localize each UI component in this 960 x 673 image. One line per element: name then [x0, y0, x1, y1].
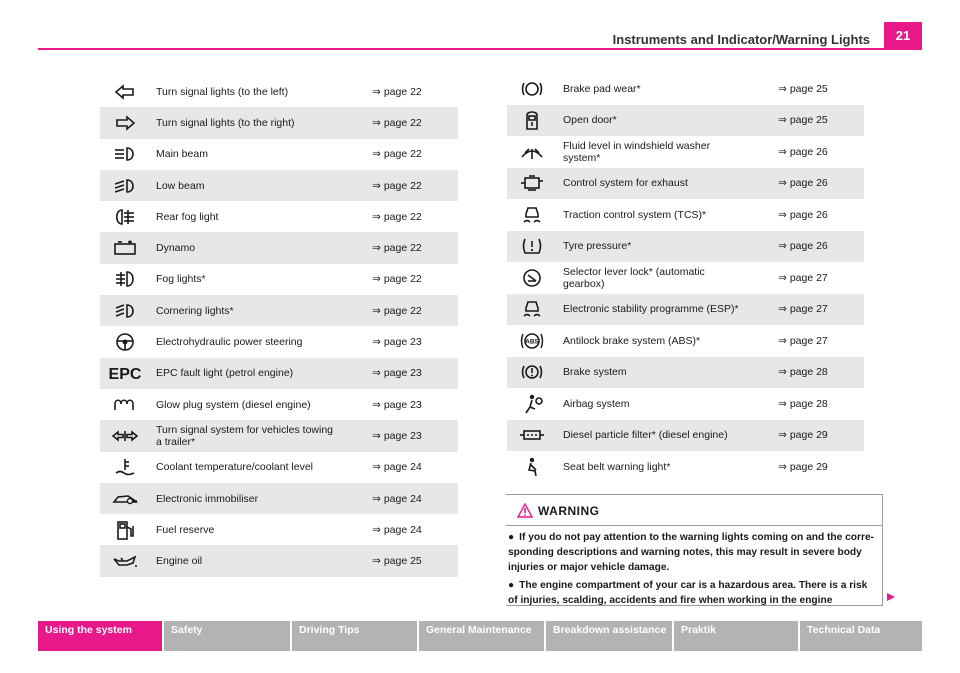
row-icon-cell: [507, 168, 557, 200]
row-icon-cell: [507, 136, 557, 168]
page-reference-text: page 22: [383, 273, 422, 286]
page-reference-text: page 22: [383, 179, 422, 192]
warning-light-row: [100, 232, 458, 263]
page-reference-link[interactable]: [346, 483, 458, 514]
warning-light-row: [100, 326, 458, 357]
page-reference-text: page 25: [789, 82, 828, 95]
warning-light-row: [507, 199, 864, 231]
warning-light-label: Coolant temperature/coolant level: [156, 461, 314, 474]
warning-box: [506, 494, 883, 606]
page-reference-link[interactable]: [752, 199, 864, 231]
row-icon-cell: [507, 325, 557, 357]
continue-arrow-icon[interactable]: [886, 592, 896, 602]
reference-arrow-icon: ⇒: [372, 85, 381, 98]
warning-light-label: Diesel particle filter* (diesel engine): [557, 420, 752, 452]
fog-lights-icon: [113, 270, 137, 288]
reference-arrow-icon: ⇒: [372, 242, 381, 255]
page-reference-text: page 22: [383, 304, 422, 317]
warning-light-label: Fluid level in windshield washer system*: [563, 139, 711, 164]
nav-tab-breakdown-assistance[interactable]: Breakdown assistance: [546, 621, 672, 651]
row-icon-cell: [100, 483, 150, 514]
warning-light-row: [100, 545, 458, 576]
warning-light-row: [100, 264, 458, 295]
page-reference-link[interactable]: [346, 139, 458, 170]
page-reference-text: page 26: [789, 208, 828, 221]
warning-bullet: ● The engine compartment of your car is a hazardous area. There is a risk of injuries, scalding, accidents and fire when working in the engine: [508, 580, 868, 606]
bullet-icon: ●: [508, 580, 515, 591]
warning-light-row: [507, 73, 864, 105]
page-reference-text: page 24: [383, 461, 422, 474]
warning-light-label: Glow plug system (diesel engine): [156, 398, 311, 411]
reference-arrow-icon: ⇒: [778, 82, 787, 95]
warning-light-row: [507, 262, 864, 294]
epc-icon: [109, 363, 141, 383]
footer-nav: [38, 621, 922, 651]
warning-light-row: [100, 295, 458, 326]
page-reference-link[interactable]: [346, 389, 458, 420]
warning-light-label: Rear fog light: [156, 210, 219, 223]
row-icon-cell: [507, 357, 557, 389]
traction-control-icon: [520, 204, 544, 226]
warning-light-label: Fuel reserve: [156, 523, 215, 536]
warning-light-label: Turn signal system for vehicles towing a trailer*: [150, 420, 346, 451]
page-reference-text: page 23: [383, 429, 422, 442]
row-icon-cell: [507, 231, 557, 263]
page-reference-text: page 26: [789, 177, 828, 190]
brake-pad-icon: [520, 79, 544, 99]
warning-light-label: Dynamo: [150, 232, 346, 263]
row-icon-cell: [507, 199, 557, 231]
warning-light-label: Fog lights*: [156, 273, 206, 286]
exhaust-control-icon: [519, 174, 545, 192]
trailer-turn-signal-icon: [111, 429, 139, 443]
page-reference-link[interactable]: [752, 168, 864, 200]
warning-light-label: Control system for exhaust: [557, 168, 752, 200]
reference-arrow-icon: ⇒: [778, 240, 787, 253]
warning-light-row: [100, 107, 458, 138]
page-reference-link[interactable]: [346, 514, 458, 545]
page-reference-link[interactable]: [346, 545, 458, 576]
row-icon-cell: [507, 73, 557, 105]
reference-arrow-icon: ⇒: [372, 273, 381, 286]
oil-can-icon: [111, 553, 139, 569]
reference-arrow-icon: ⇒: [778, 429, 787, 442]
reference-arrow-icon: ⇒: [372, 398, 381, 411]
page-reference-link[interactable]: [752, 73, 864, 105]
warning-title: WARNING: [538, 504, 600, 518]
warning-light-label: Tyre pressure*: [557, 231, 752, 263]
turn-signal-left-icon: [114, 84, 136, 100]
page-reference-link[interactable]: [752, 262, 864, 294]
page-reference-text: page 26: [789, 240, 828, 253]
rear-fog-light-icon: [113, 208, 137, 226]
warning-light-row: [507, 231, 864, 263]
reference-arrow-icon: ⇒: [372, 429, 381, 442]
page-header: [38, 22, 922, 50]
warning-light-label: Traction control system (TCS)*: [563, 208, 707, 221]
warning-light-label: Selector lever lock* (automatic gearbox): [563, 265, 705, 290]
page-number: 21: [884, 22, 922, 48]
reference-arrow-icon: ⇒: [778, 208, 787, 221]
page-reference-text: page 28: [789, 397, 828, 410]
page-reference-link[interactable]: [346, 201, 458, 232]
page-reference-link[interactable]: [346, 264, 458, 295]
row-icon-cell: [100, 170, 150, 201]
row-icon-cell: [507, 262, 557, 294]
warning-light-label: Engine oil: [150, 545, 346, 576]
warning-light-label: Main beam: [156, 148, 208, 161]
row-icon-cell: [100, 514, 150, 545]
page-reference-text: page 24: [383, 523, 422, 536]
warning-light-row: [100, 483, 458, 514]
page-reference-text: page 23: [383, 398, 422, 411]
page-reference-text: page 25: [383, 555, 422, 568]
warning-light-row: [100, 420, 458, 451]
warning-light-row: [100, 514, 458, 545]
warning-bullet: ● If you do not pay attention to the warning lights coming on and the corre-sponding descriptions and warning notes, this may result in severe body injuries or major vehicle damage.: [508, 532, 875, 573]
open-door-icon: [522, 109, 542, 131]
warning-light-label: Brake system: [557, 357, 752, 389]
page-reference-link[interactable]: [346, 295, 458, 326]
page-reference-text: page 22: [383, 85, 422, 98]
warning-light-label: Electronic immobiliser: [150, 483, 346, 514]
reference-arrow-icon: ⇒: [372, 304, 381, 317]
page-reference-text: page 24: [383, 492, 422, 505]
row-icon-cell: [100, 452, 150, 483]
power-steering-icon: [114, 332, 136, 352]
airbag-icon: [520, 393, 544, 415]
row-icon-cell: [100, 545, 150, 576]
warning-light-label: Electronic stability programme (ESP)*: [557, 294, 752, 326]
cornering-lights-icon: [113, 303, 137, 319]
warning-light-row: [100, 452, 458, 483]
selector-lever-lock-icon: [521, 268, 543, 288]
page-reference-text: page 29: [789, 429, 828, 442]
warning-light-row: [507, 388, 864, 420]
page-title: Instruments and Indicator/Warning Lights: [612, 32, 870, 47]
page-reference-link[interactable]: [346, 358, 458, 389]
page-reference-link[interactable]: [346, 170, 458, 201]
warning-triangle-icon: [517, 503, 533, 518]
page-reference-text: page 22: [383, 210, 422, 223]
nav-tab-driving-tips[interactable]: Driving Tips: [292, 621, 417, 651]
row-icon-cell: [100, 107, 150, 138]
nav-tab-general-maintenance[interactable]: General Maintenance: [419, 621, 544, 651]
washer-fluid-icon: [519, 143, 545, 161]
right-warning-lights-table: [507, 73, 864, 483]
esp-icon: [520, 298, 544, 320]
row-icon-cell: [507, 294, 557, 326]
row-icon-cell: [507, 105, 557, 137]
page-reference-link[interactable]: [752, 105, 864, 137]
warning-light-label: Electrohydraulic power steering: [156, 336, 303, 349]
reference-arrow-icon: ⇒: [372, 461, 381, 474]
row-icon-cell: [100, 201, 150, 232]
row-icon-cell: [100, 358, 150, 389]
warning-light-label: Open door*: [557, 105, 752, 137]
warning-header: [506, 495, 882, 526]
page-reference-link[interactable]: [752, 231, 864, 263]
reference-arrow-icon: ⇒: [372, 367, 381, 380]
warning-light-label: Seat belt warning light*: [563, 460, 671, 473]
page-reference-text: page 28: [789, 366, 828, 379]
page-reference-text: page 22: [383, 148, 422, 161]
nav-tab-praktik[interactable]: Praktik: [674, 621, 798, 651]
row-icon-cell: [100, 76, 150, 107]
page-reference-link[interactable]: [752, 420, 864, 452]
nav-tab-safety[interactable]: Safety: [164, 621, 290, 651]
warning-light-label: Brake pad wear*: [563, 82, 641, 95]
page-reference-link[interactable]: [752, 388, 864, 420]
reference-arrow-icon: ⇒: [372, 116, 381, 129]
warning-light-label: EPC fault light (petrol engine): [150, 358, 346, 389]
nav-tab-using-the-system[interactable]: Using the system: [38, 621, 162, 651]
tyre-pressure-icon: [520, 236, 544, 256]
row-icon-cell: [507, 420, 557, 452]
page-reference-text: page 23: [383, 367, 422, 380]
main-beam-icon: [113, 146, 137, 162]
reference-arrow-icon: ⇒: [778, 366, 787, 379]
page-reference-link[interactable]: [346, 232, 458, 263]
reference-arrow-icon: ⇒: [778, 334, 787, 347]
brake-system-icon: [520, 362, 544, 382]
abs-icon: [519, 330, 545, 352]
reference-arrow-icon: ⇒: [372, 336, 381, 349]
reference-arrow-icon: ⇒: [778, 303, 787, 316]
page-reference-text: page 23: [383, 336, 422, 349]
epc-icon-text: EPC: [109, 366, 141, 384]
reference-arrow-icon: ⇒: [778, 145, 787, 158]
page-reference-link[interactable]: [346, 76, 458, 107]
warning-light-label: Turn signal lights (to the right): [150, 107, 346, 138]
warning-light-row: [507, 105, 864, 137]
row-icon-cell: [100, 389, 150, 420]
warning-light-row: [507, 168, 864, 200]
page-reference-link[interactable]: [346, 452, 458, 483]
page-reference-link[interactable]: [346, 326, 458, 357]
bullet-icon: ●: [508, 532, 515, 543]
warning-light-row: [507, 136, 864, 168]
page-reference-link[interactable]: [346, 107, 458, 138]
reference-arrow-icon: ⇒: [372, 210, 381, 223]
reference-arrow-icon: ⇒: [372, 555, 381, 568]
warning-light-row: [100, 389, 458, 420]
row-icon-cell: [100, 139, 150, 170]
warning-light-row: [507, 357, 864, 389]
page-reference-link[interactable]: [752, 357, 864, 389]
page-reference-link[interactable]: [346, 420, 458, 451]
warning-light-row: [507, 451, 864, 483]
reference-arrow-icon: ⇒: [372, 148, 381, 161]
seat-belt-icon: [521, 456, 543, 478]
glow-plug-icon: [112, 398, 138, 412]
page-reference-text: page 22: [383, 242, 422, 255]
row-icon-cell: [507, 451, 557, 483]
page-reference-link[interactable]: [752, 325, 864, 357]
warning-light-label: Low beam: [150, 170, 346, 201]
page-reference-text: page 25: [789, 114, 828, 127]
warning-light-label: Antilock brake system (ABS)*: [563, 334, 701, 347]
warning-light-label: Airbag system: [563, 397, 630, 410]
page-reference-link[interactable]: [752, 451, 864, 483]
row-icon-cell: [100, 232, 150, 263]
warning-light-row: [100, 139, 458, 170]
nav-tab-technical-data[interactable]: Technical Data: [800, 621, 922, 651]
page-reference-link[interactable]: [752, 294, 864, 326]
reference-arrow-icon: ⇒: [778, 271, 787, 284]
immobiliser-icon: [112, 492, 138, 506]
row-icon-cell: [100, 420, 150, 451]
reference-arrow-icon: ⇒: [778, 460, 787, 473]
reference-arrow-icon: ⇒: [372, 492, 381, 505]
page-reference-text: page 26: [789, 145, 828, 158]
page-reference-text: page 29: [789, 460, 828, 473]
warning-light-row: [507, 420, 864, 452]
row-icon-cell: [100, 295, 150, 326]
reference-arrow-icon: ⇒: [372, 523, 381, 536]
warning-light-row: [100, 76, 458, 107]
reference-arrow-icon: ⇒: [778, 177, 787, 190]
warning-light-row: [507, 294, 864, 326]
warning-light-label: Turn signal lights (to the left): [156, 85, 289, 98]
left-warning-lights-table: [100, 76, 458, 577]
page-reference-text: page 22: [383, 116, 422, 129]
fuel-pump-icon: [114, 519, 136, 541]
coolant-temperature-icon: [114, 457, 136, 477]
warning-light-label: Cornering lights*: [150, 295, 346, 326]
page-reference-text: page 27: [789, 334, 828, 347]
row-icon-cell: [100, 264, 150, 295]
page-reference-text: page 27: [789, 303, 828, 316]
page-reference-link[interactable]: [752, 136, 864, 168]
particle-filter-icon: [519, 428, 545, 442]
page-reference-text: page 27: [789, 271, 828, 284]
reference-arrow-icon: ⇒: [372, 179, 381, 192]
reference-arrow-icon: ⇒: [778, 397, 787, 410]
low-beam-icon: [113, 178, 137, 194]
turn-signal-right-icon: [114, 115, 136, 131]
dynamo-battery-icon: [113, 240, 137, 256]
warning-light-row: [100, 358, 458, 389]
row-icon-cell: [507, 388, 557, 420]
warning-body: [506, 526, 882, 608]
warning-light-row: [100, 170, 458, 201]
warning-light-row: [100, 201, 458, 232]
abs-icon-text: ABS: [525, 338, 539, 346]
warning-light-row: [507, 325, 864, 357]
row-icon-cell: [100, 326, 150, 357]
reference-arrow-icon: ⇒: [778, 114, 787, 127]
